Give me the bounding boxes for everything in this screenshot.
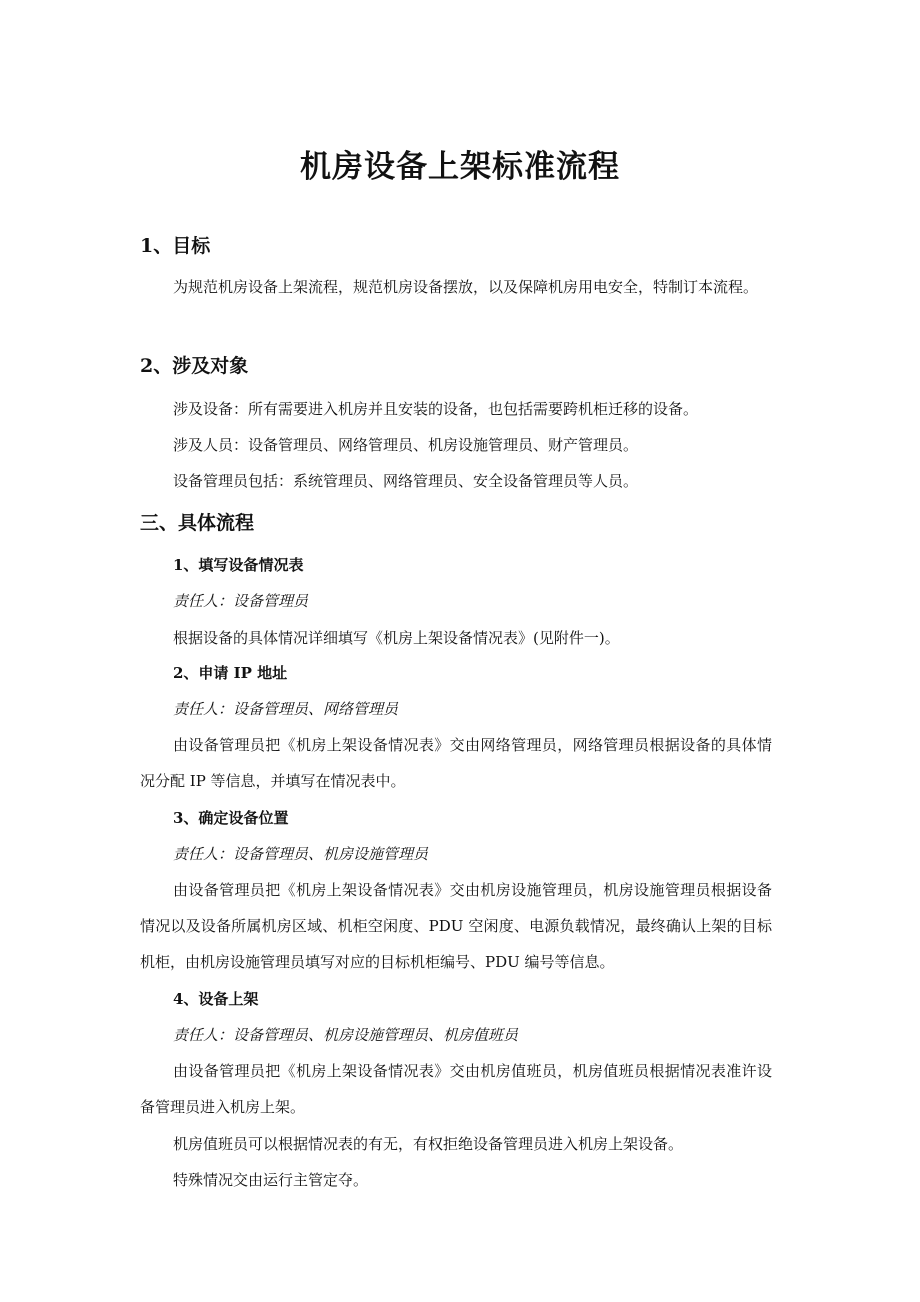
scope-line-admins: 设备管理员包括：系统管理员、网络管理员、安全设备管理员等人员。: [173, 472, 639, 490]
goal-paragraph: 为规范机房设备上架流程，规范机房设备摆放，以及保障机房用电安全，特制订本流程。: [173, 278, 759, 296]
step-responsible: 责任人：设备管理员: [173, 592, 309, 610]
step-responsible: 责任人：设备管理员、机房设施管理员: [173, 845, 429, 863]
step-paragraph: 由设备管理员把《机房上架设备情况表》交由机房设施管理员，机房设施管理员根据设备情况以及设备所属机房区域、机柜空闲度、PDU 空闲度、电源负载情况，最终确认上架的目标机柜，由机房设施管理员填写对应的目标机柜编号、PDU 编号等信息。: [140, 881, 772, 971]
section-heading-scope: 2、涉及对象: [140, 355, 249, 377]
document-title: 机房设备上架标准流程: [300, 149, 620, 185]
step-paragraph: 根据设备的具体情况详细填写《机房上架设备情况表》(见附件一)。: [173, 629, 620, 647]
scope-line-devices: 涉及设备：所有需要进入机房并且安装的设备，也包括需要跨机柜迁移的设备。: [173, 400, 699, 418]
step-responsible: 责任人：设备管理员、网络管理员: [173, 700, 399, 718]
step-heading-fill-form: 1、填写设备情况表: [173, 556, 304, 574]
section-heading-process: 三、具体流程: [140, 512, 255, 534]
step-paragraph: 由设备管理员把《机房上架设备情况表》交由机房值班员，机房值班员根据情况表准许设备管理员进入机房上架。: [140, 1062, 772, 1116]
step-paragraph: 特殊情况交由运行主管定夺。: [173, 1171, 369, 1189]
step-paragraph: 机房值班员可以根据情况表的有无，有权拒绝设备管理员进入机房上架设备。: [173, 1135, 684, 1153]
step-heading-apply-ip: 2、申请 IP 地址: [173, 664, 288, 682]
step-heading-determine-location: 3、确定设备位置: [173, 809, 289, 827]
section-heading-goal: 1、目标: [140, 235, 211, 257]
scope-line-personnel: 涉及人员：设备管理员、网络管理员、机房设施管理员、财产管理员。: [173, 436, 639, 454]
step-paragraph: 由设备管理员把《机房上架设备情况表》交由网络管理员，网络管理员根据设备的具体情况分配 IP 等信息，并填写在情况表中。: [140, 736, 772, 790]
step-heading-rack-mount: 4、设备上架: [173, 990, 259, 1008]
step-responsible: 责任人：设备管理员、机房设施管理员、机房值班员: [173, 1026, 519, 1044]
